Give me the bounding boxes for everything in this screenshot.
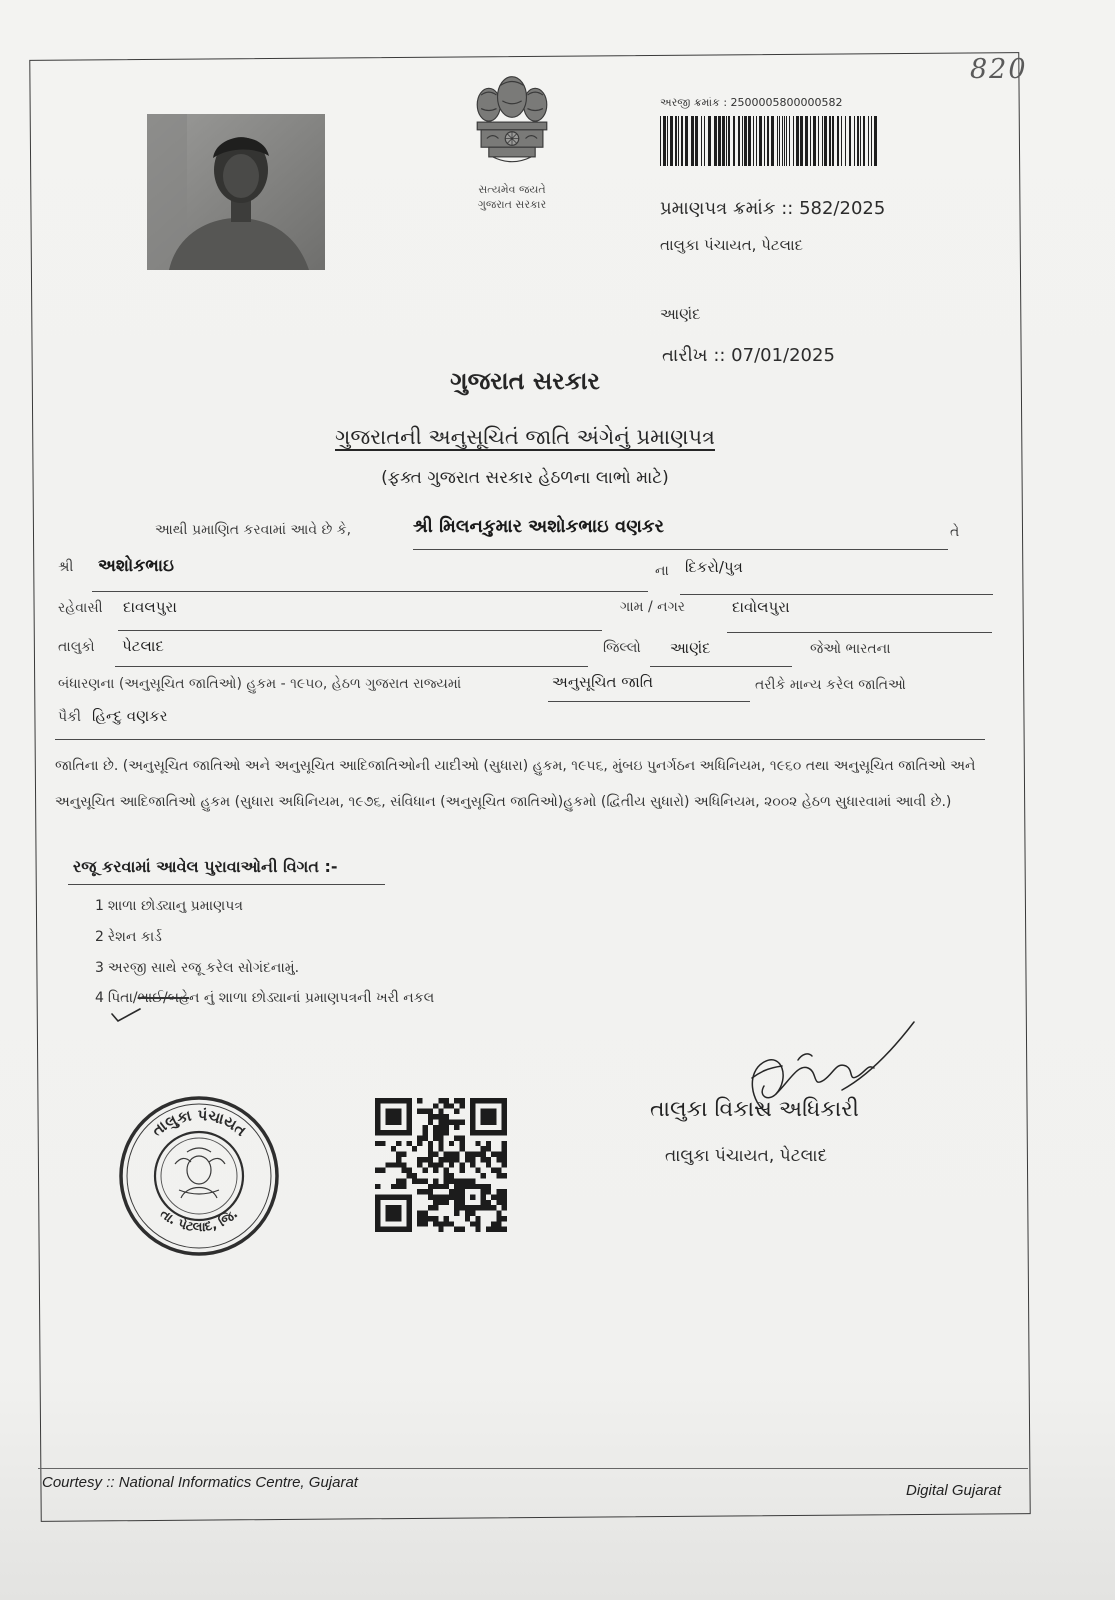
issuing-office: તાલુકા પંચાયત, પેટલાદ [660, 236, 804, 254]
official-seal [117, 1094, 281, 1258]
evidence-item-number: 3 [95, 960, 104, 976]
evidence-item-number: 4 [95, 990, 104, 1006]
qr-code [375, 1098, 507, 1232]
evidence-item-text: રેશન કાર્ડ [107, 929, 162, 945]
district-value: આણંદ [670, 639, 711, 657]
government-title: ગુજરાત સરકાર [450, 367, 600, 395]
caste-line [55, 739, 985, 740]
certificate-title: ગુજરાતની અનુસૂચિતં જાતિ અંગેનું પ્રમાણપત્ર [335, 425, 715, 449]
father-prefix: શ્રી [58, 559, 74, 575]
resident-label: રહેવાસી [58, 600, 103, 616]
emblem-caption: ગુજરાત સરકાર [477, 198, 547, 211]
qr-modules [375, 1098, 507, 1232]
holder-name: શ્રી મિલનકુમાર અશોકભાઇ વણકર [413, 516, 664, 537]
legal-paragraph: જાતિના છે. (અનુસૂચિત જાતિઓ અને અનુસૂચિત આદિજાતિઓની યાદીઓ (સુધારા) હુકમ, ૧૯૫૬, મુંબઇ પુનર્ગઠન અધિનિયમ, ૧૯૬૦ તથા અનુસૂચિત જાતિઓ અને અનુસૂચિત આદિજાતિઓ હુકમ (સુધારા અધિનિયમ, ૧૯૭૬, સંવિધાન (અનુસૂચિત જાતિઓ)હુકમો (દ્વિતીય સુધારો) અધિનિયમ, ૨૦૦૨ હેઠળ સુધારવામાં આવી છે.) [55, 758, 976, 810]
caste-label: પૈકી [58, 709, 81, 725]
evidence-item-number: 2 [95, 929, 104, 945]
category-line [548, 701, 750, 702]
resident-value: દાવલપુરા [123, 598, 177, 616]
evidence-item-number: 1 [95, 898, 104, 914]
village-label: ગામ / નગર [620, 599, 686, 615]
evidence-item-text: અરજી સાથે રજૂ કરેલ સોગંદનામું. [107, 960, 300, 976]
district-suffix: જેઓ ભારતના [810, 641, 891, 657]
application-number: અરજી ક્રમાંક : 2500005800000582 [660, 96, 843, 109]
evidence-item-text-after: ન નું શાળા છોડ્યાનાં પ્રમાણપત્રની ખરી નકલ [188, 990, 435, 1006]
holder-name-line [413, 549, 948, 550]
barcode-bars [660, 116, 877, 166]
barcode [660, 116, 882, 166]
taluka-line [115, 666, 588, 667]
relation-value: દિકરો/પુત્ર [685, 558, 743, 576]
emblem-motto: સત્યમેવ જયતે [478, 183, 546, 196]
district-label: જિલ્લો [603, 640, 641, 656]
certificate-subtitle: (ફક્ત ગુજરાત સરકાર હેઠળના લાભો માટે) [381, 468, 669, 488]
certify-suffix: તે [950, 524, 960, 540]
evidence-item [95, 898, 243, 914]
applicant-photo [147, 114, 325, 270]
issuing-district: આણંદ [660, 305, 701, 323]
category-suffix: તરીકે માન્ય કરેલ જાતિઓ [755, 677, 906, 693]
district-line [650, 666, 792, 667]
certify-prefix: આથી પ્રમાણિત કરવામાં આવે છે કે, [155, 522, 352, 538]
footer-brand: Digital Gujarat [906, 1482, 1002, 1499]
evidence-heading-line [68, 884, 385, 885]
issue-date: તારીખ :: 07/01/2025 [662, 345, 835, 366]
caste-value: હિન્દુ વણકર [92, 707, 168, 725]
svg-text:તા. પેટલાદ, જિ. [157, 1207, 241, 1236]
taluka-value: પેટલાદ [122, 637, 164, 655]
relation-prefix: ના [655, 563, 669, 579]
national-emblem [463, 68, 561, 182]
category-value: અનુસૂચિત જાતિ [552, 673, 654, 691]
father-name: અશોકભાઇ [98, 556, 174, 576]
village-value: દાવોલપુરા [732, 598, 790, 616]
father-name-line [92, 591, 648, 592]
evidence-item-struck-text: ભાઈ/બહે [137, 990, 189, 1006]
certificate-number: પ્રમાણપત્ર ક્રમાંક :: 582/2025 [660, 198, 886, 219]
footer-courtesy: Courtesy :: National Informatics Centre, Gujarat [42, 1474, 358, 1491]
evidence-item [95, 929, 162, 945]
taluka-label: તાલુકો [58, 639, 95, 655]
checkmark-icon [110, 1005, 142, 1025]
signatory-office: તાલુકા પંચાયત, પેટલાદ [665, 1146, 828, 1166]
evidence-item-text-before: પિતા/ [107, 990, 138, 1006]
relation-line [680, 594, 993, 595]
footer-divider [38, 1468, 1028, 1469]
seal-top-text: તાલુકા પંચાયત [148, 1105, 250, 1140]
signatory-designation: તાલુકા વિકાસ અધિકારી [650, 1097, 859, 1122]
evidence-item-text: શાળા છોડ્યાનુ પ્રમાણપત્ર [107, 898, 243, 914]
order-text: બંધારણના (અનુસૂચિત જાતિઓ) હુકમ - ૧૯૫૦, હેઠળ ગુજરાત રાજ્યમાં [58, 676, 462, 692]
evidence-heading: રજૂ કરવામાં આવેલ પુરાવાઓની વિગત :- [73, 857, 338, 876]
resident-line [118, 630, 602, 631]
handwritten-number: 820 [970, 54, 1028, 85]
village-line [727, 632, 992, 633]
evidence-item [95, 990, 434, 1006]
svg-text:તાલુકા પંચાયત [149, 1106, 250, 1140]
seal-bottom-text: તા. પેટલાદ, જિ. [156, 1206, 242, 1236]
evidence-item [95, 960, 299, 976]
